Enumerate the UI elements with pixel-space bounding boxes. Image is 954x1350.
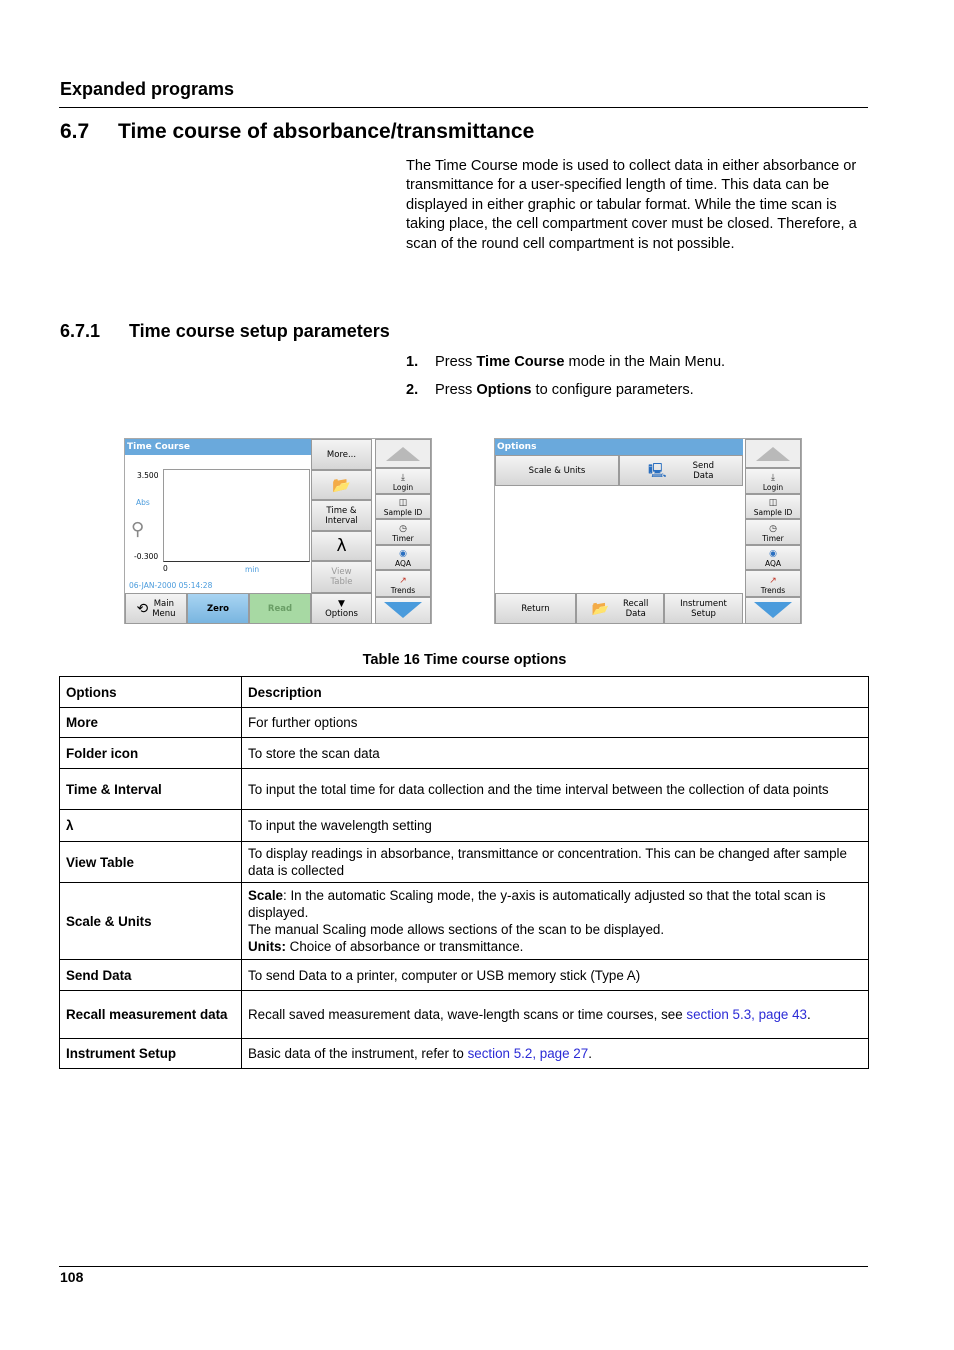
sidebar-trends[interactable]: ↗ Trends — [375, 570, 431, 597]
zoom-icon[interactable]: ⚲ — [131, 519, 145, 540]
sidebar-login[interactable]: ⤓ Login — [745, 468, 801, 494]
table-row — [60, 708, 869, 738]
options-screen — [494, 438, 802, 624]
return-button[interactable]: Return — [495, 593, 576, 624]
table-row — [60, 738, 869, 769]
sidebar-sample-id[interactable]: ◫ Sample ID — [375, 494, 431, 519]
options-button[interactable]: ▼ Options — [311, 593, 372, 624]
read-button[interactable]: Read — [249, 593, 311, 624]
sidebar-sample-id[interactable]: ◫ Sample ID — [745, 494, 801, 519]
subsection-title: Time course setup parameters — [129, 321, 390, 341]
option-cell: Scale & Units — [60, 883, 242, 960]
option-cell: λ — [60, 810, 242, 842]
section-heading — [60, 120, 534, 144]
recall-data-button[interactable]: 📂 Recall Data — [576, 593, 664, 624]
sidebar-aqa[interactable]: ◉ AQA — [745, 545, 801, 570]
sidebar-timer[interactable]: ◷ Timer — [375, 519, 431, 545]
description-cell: To input the wavelength setting — [242, 810, 869, 842]
intro-paragraph: The Time Course mode is used to collect data in either absorbance or transmittance for a user-specified length of time. This data can be displayed in either graphic or tabular format. While the time scan is taking place, the cell compartment cover must be closed. Therefore, a scan of the round cell compartment is not possible. — [406, 158, 857, 252]
sidebar-trends[interactable]: ↗ Trends — [745, 570, 801, 597]
option-cell: Time & Interval — [60, 769, 242, 810]
time-course-graph — [163, 469, 310, 562]
option-cell: Instrument Setup — [60, 1039, 242, 1069]
description-cell: To input the total time for data collection and the time interval between the collection of data points — [242, 769, 869, 810]
description-cell: To store the scan data — [242, 738, 869, 769]
login-icon: ⤓ — [771, 473, 775, 483]
trends-icon: ↗ — [399, 576, 407, 586]
aqa-icon: ◉ — [769, 549, 777, 559]
footer-rule — [59, 1266, 868, 1267]
description-cell: For further options — [242, 708, 869, 738]
instrument-setup-button[interactable]: Instrument Setup — [664, 593, 743, 624]
more-button[interactable]: More... — [311, 439, 372, 470]
timer-icon: ◷ — [769, 524, 777, 534]
option-cell: View Table — [60, 842, 242, 883]
scroll-up-button[interactable] — [745, 439, 801, 468]
sidebar-aqa[interactable]: ◉ AQA — [375, 545, 431, 570]
section-number: 6.7 — [60, 120, 90, 143]
sample-id-icon: ◫ — [768, 498, 778, 508]
sidebar-timer[interactable]: ◷ Timer — [745, 519, 801, 545]
page-number: 108 — [60, 1269, 84, 1285]
y-axis-unit: Abs — [136, 498, 150, 507]
screen-title-bar: Options — [495, 439, 743, 455]
send-data-icon: 🖳 — [647, 462, 667, 479]
option-cell: Send Data — [60, 960, 242, 991]
step-number: 1. — [406, 354, 419, 370]
time-course-screen — [124, 438, 432, 624]
subsection-number: 6.7.1 — [60, 321, 101, 341]
header-rule — [59, 107, 868, 108]
table-header-row — [60, 677, 869, 708]
login-icon: ⤓ — [401, 473, 405, 483]
step-text: Press Time Course mode in the Main Menu. — [435, 354, 726, 370]
scroll-down-button[interactable] — [745, 597, 801, 624]
table-row — [60, 810, 869, 842]
description-cell: Basic data of the instrument, refer to section 5.2, page 27. — [242, 1039, 869, 1069]
table-caption: Table 16 Time course options — [362, 652, 567, 668]
table-header-cell: Description — [242, 677, 869, 708]
table-row — [60, 1039, 869, 1069]
sidebar-login[interactable]: ⤓ Login — [375, 468, 431, 494]
step-item — [406, 353, 868, 381]
scroll-down-button[interactable] — [375, 597, 431, 624]
date-time: 06-JAN-2000 05:14:28 — [129, 581, 213, 590]
scale-units-button[interactable]: Scale & Units — [495, 455, 619, 486]
scroll-up-button[interactable] — [375, 439, 431, 468]
description-cell: To display readings in absorbance, transmittance or concentration. This can be changed after sample data is collected — [242, 842, 869, 883]
table-row — [60, 883, 869, 960]
send-data-button[interactable]: 🖳 Send Data — [619, 455, 743, 486]
time-interval-button[interactable]: Time & Interval — [311, 500, 372, 531]
table-row — [60, 991, 869, 1039]
table-row — [60, 960, 869, 991]
y-axis-max: 3.500 — [137, 471, 159, 480]
timer-icon: ◷ — [399, 524, 407, 534]
description-cell: Scale: In the automatic Scaling mode, the y-axis is automatically adjusted so that the total scan is displayed. The manual Scaling mode allows sections of the scan to be displayed. Units: Choice of absorbance or transmittance. — [242, 883, 869, 960]
x-axis-start: 0 — [163, 564, 168, 573]
option-cell: Folder icon — [60, 738, 242, 769]
step-item — [406, 381, 868, 409]
y-axis-min: -0.300 — [134, 552, 159, 561]
time-course-options-table — [59, 676, 869, 1069]
steps-list — [406, 353, 868, 409]
aqa-icon: ◉ — [399, 549, 407, 559]
description-cell: Recall saved measurement data, wave-length scans or time courses, see section 5.3, page 43. — [242, 991, 869, 1039]
section-link[interactable]: section 5.3, page 43 — [686, 1007, 807, 1022]
section-title: Time course of absorbance/transmittance — [118, 120, 535, 143]
sample-id-icon: ◫ — [398, 498, 408, 508]
option-cell: More — [60, 708, 242, 738]
screen-title-bar: Time Course — [125, 439, 311, 455]
zero-button[interactable]: Zero — [187, 593, 249, 624]
x-axis-unit: min — [245, 565, 260, 574]
recall-folder-icon: 📂 — [591, 600, 610, 617]
view-table-button[interactable]: View Table — [311, 561, 372, 593]
step-number: 2. — [406, 382, 419, 398]
description-cell: To send Data to a printer, computer or USB memory stick (Type A) — [242, 960, 869, 991]
section-header: Expanded programs — [60, 79, 235, 99]
option-cell: Recall measurement data — [60, 991, 242, 1039]
subsection-heading — [60, 321, 390, 342]
table-row — [60, 769, 869, 810]
main-menu-button[interactable]: ⟲ Main Menu — [125, 593, 187, 624]
section-link[interactable]: section 5.2, page 27 — [467, 1046, 589, 1061]
table-header-cell: Options — [60, 677, 242, 708]
trends-icon: ↗ — [769, 576, 777, 586]
lambda-button[interactable]: λ — [311, 531, 372, 561]
step-text: Press Options to configure parameters. — [435, 382, 694, 398]
table-row — [60, 842, 869, 883]
folder-icon[interactable]: 📂 — [311, 470, 372, 500]
